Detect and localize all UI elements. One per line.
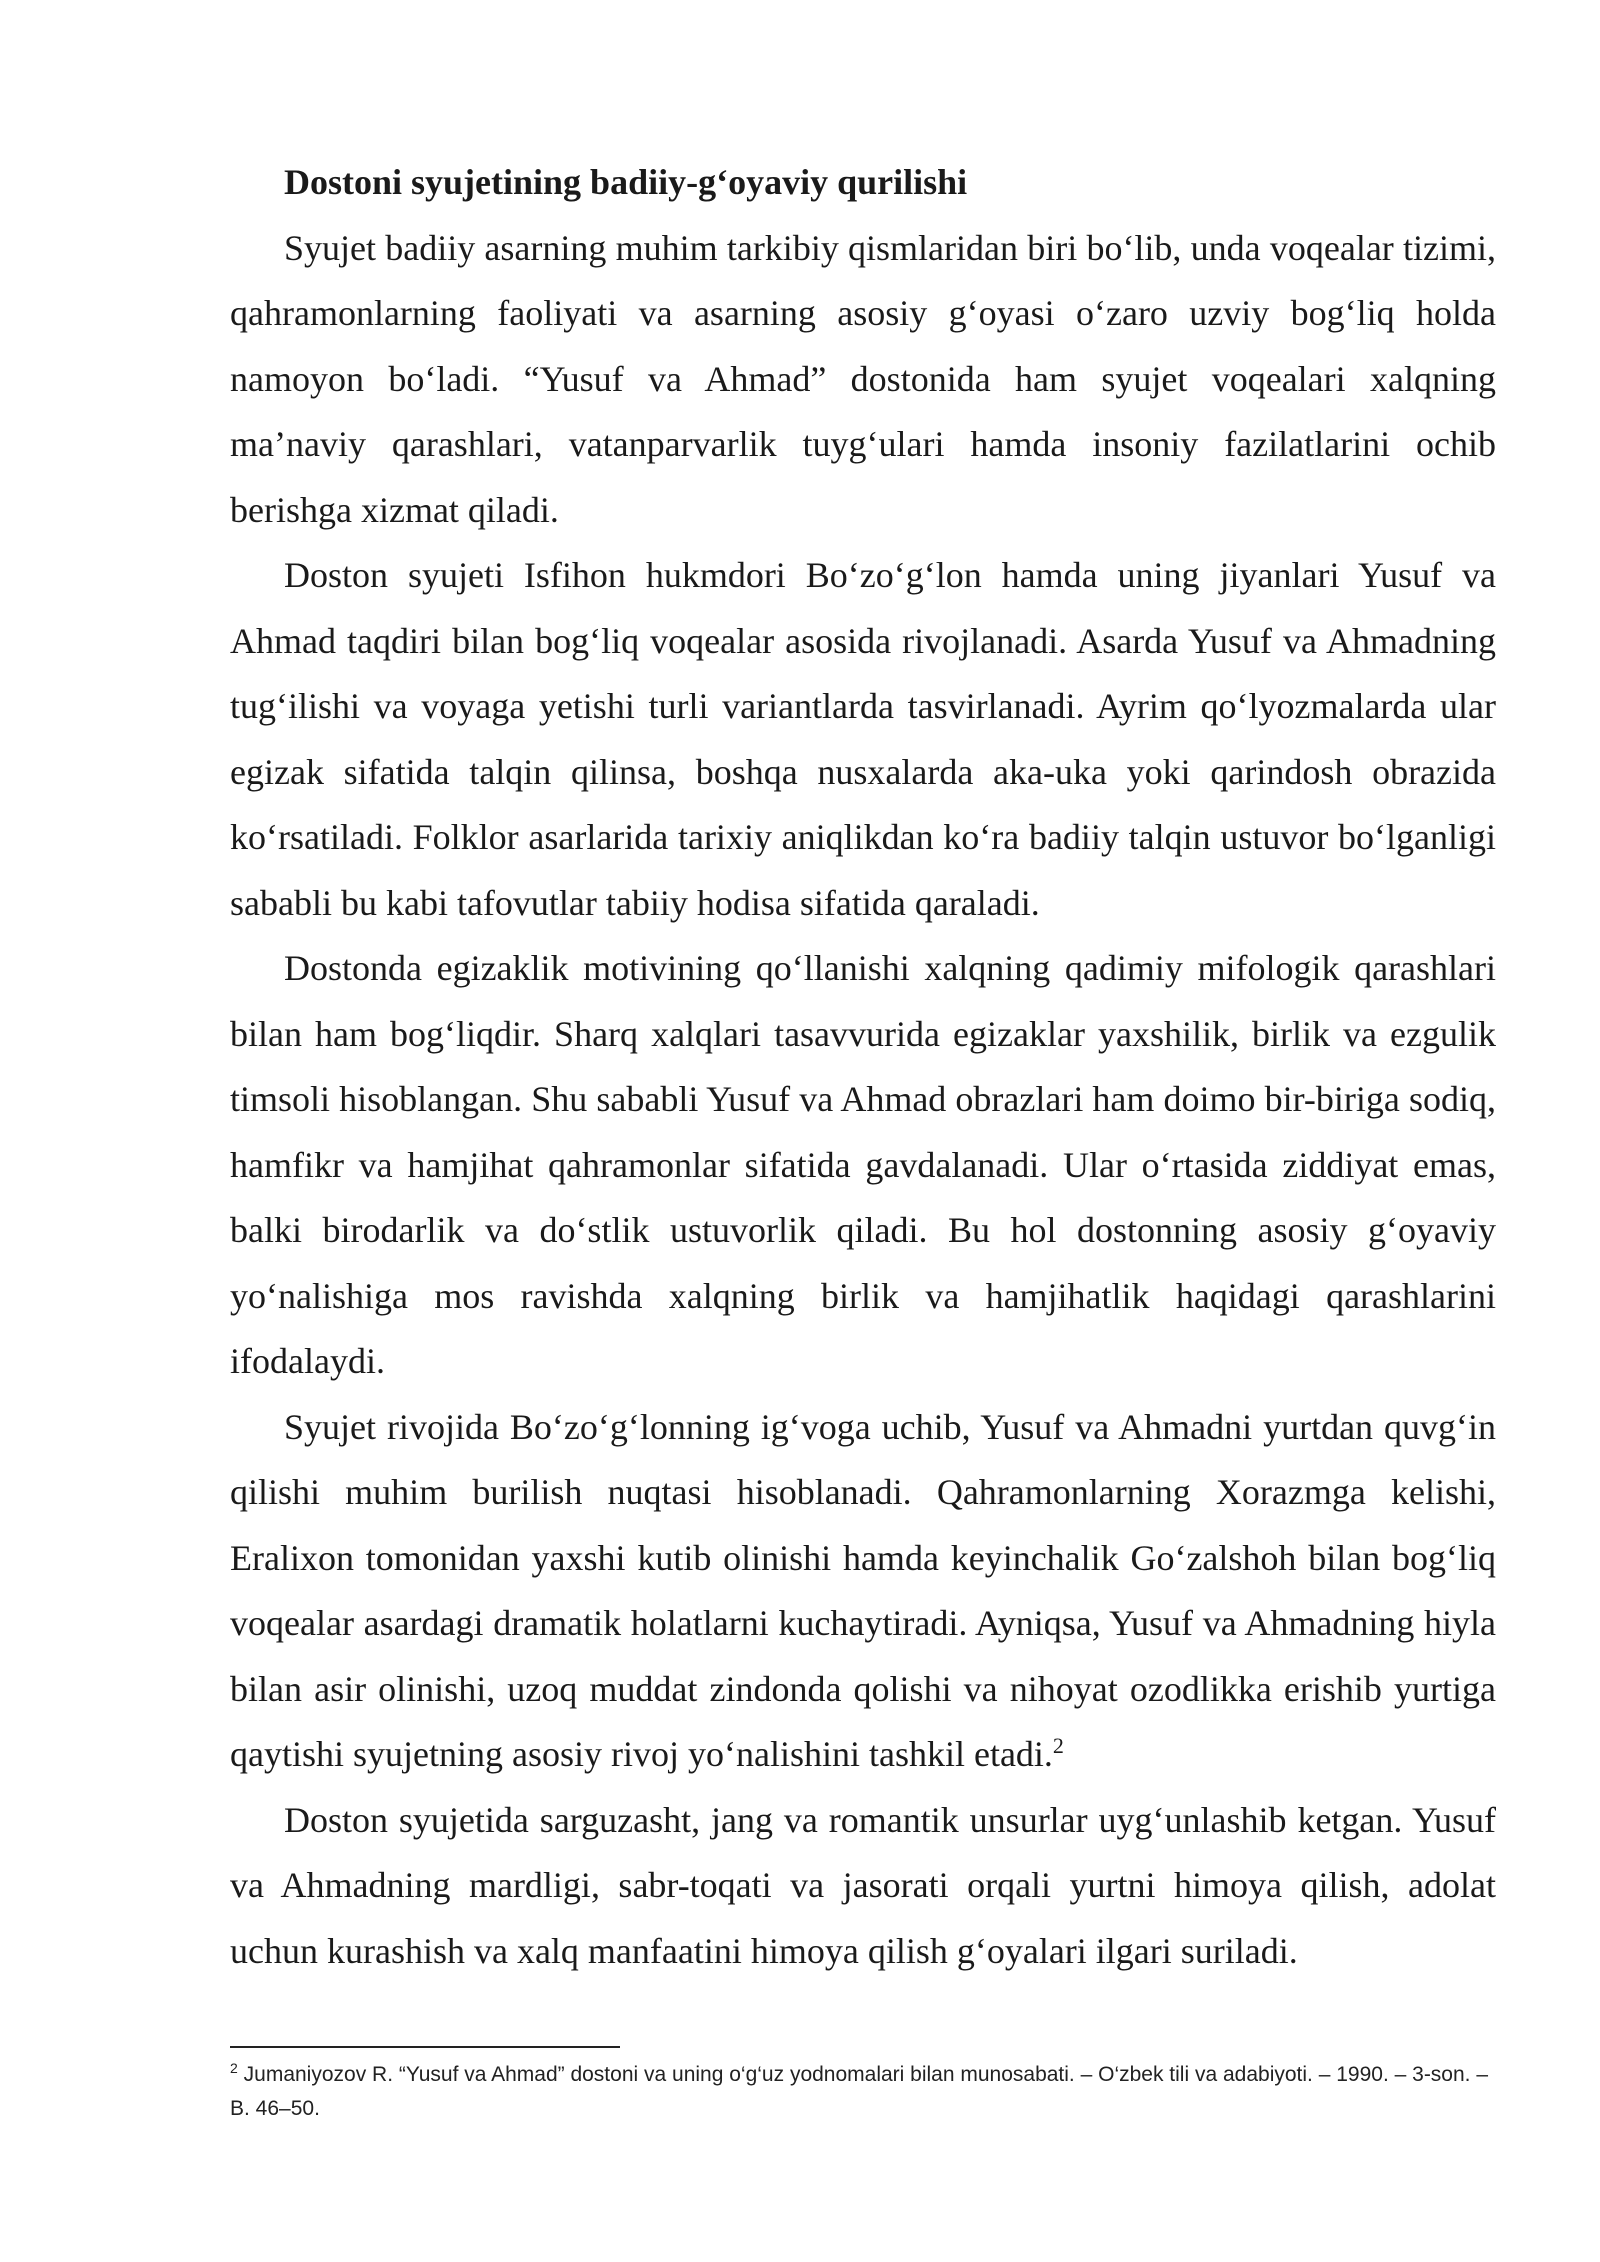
document-body <box>230 150 1496 1984</box>
paragraph-4 <box>230 1395 1496 1788</box>
footnote <box>230 2058 1496 2126</box>
section-heading: Dostoni syujetining badiiy-g‘oyaviy qurilishi <box>284 162 968 202</box>
footnote-text: Jumaniyozov R. “Yusuf va Ahmad” dostoni va uning o‘g‘uz yodnomalari bilan munosabati. – O‘zbek tili va adabiyoti. – 1990. – 3-son. – B. 46–50. <box>230 2063 1489 2120</box>
paragraph-4-text: Syujet rivojida Bo‘zo‘g‘lonning ig‘voga uchib, Yusuf va Ahmadni yurtdan quvg‘in qilishi muhim burilish nuqtasi hisoblanadi. Qahramonlarning Xorazmga kelishi, Eralixon tomonidan yaxshi kutib olinishi hamda keyinchalik Go‘zalshoh bilan bog‘liq voqealar asardagi dramatik holatlarni kuchaytiradi. Ayniqsa, Yusuf va Ahmadning hiyla bilan asir olinishi, uzoq muddat zindonda qolishi va nihoyat ozodlikka erishib yurtiga qaytishi syujetning asosiy rivoj yo‘nalishini tashkil etadi. <box>230 1406 1496 1774</box>
footnote-reference[interactable]: 2 <box>1052 1733 1064 1758</box>
paragraph-1: Syujet badiiy asarning muhim tarkibiy qismlaridan biri bo‘lib, unda voqealar tizimi, qahramonlarning faoliyati va asarning asosiy g‘oyasi o‘zaro uzviy bog‘liq holda namoyon bo‘ladi. “Yusuf va Ahmad” dostonida ham syujet voqealari xalqning ma’naviy qarashlari, vatanparvarlik tuyg‘ulari hamda insoniy fazilatlarini ochib berishga xizmat qiladi. <box>230 227 1496 530</box>
footnote-separator <box>230 2046 620 2048</box>
paragraph-2: Doston syujeti Isfihon hukmdori Bo‘zo‘g‘lon hamda uning jiyanlari Yusuf va Ahmad taqdiri bilan bog‘liq voqealar asosida rivojlanadi. Asarda Yusuf va Ahmadning tug‘ilishi va voyaga yetishi turli variantlarda tasvirlanadi. Ayrim qo‘lyozmalarda ular egizak sifatida talqin qilinsa, boshqa nusxalarda aka-uka yoki qarindosh obrazida ko‘rsatiladi. Folklor asarlarida tarixiy aniqlikdan ko‘ra badiiy talqin ustuvor bo‘lganligi sababli bu kabi tafovutlar tabiiy hodisa sifatida qaraladi. <box>230 555 1496 923</box>
paragraph-5: Doston syujetida sarguzasht, jang va romantik unsurlar uyg‘unlashib ketgan. Yusuf va Ahmadning mardligi, sabr-toqati va jasorati orqali yurtni himoya qilish, adolat uchun kurashish va xalq manfaatini himoya qilish g‘oyalari ilgari suriladi. <box>230 1799 1496 1971</box>
footnote-number: 2 <box>230 2060 238 2076</box>
paragraph-3: Dostonda egizaklik motivining qo‘llanishi xalqning qadimiy mifologik qarashlari bilan ham bog‘liqdir. Sharq xalqlari tasavvurida egizaklar yaxshilik, birlik va ezgulik timsoli hisoblangan. Shu sababli Yusuf va Ahmad obrazlari ham doimo bir-biriga sodiq, hamfikr va hamjihat qahramonlar sifatida gavdalanadi. Ular o‘rtasida ziddiyat emas, balki birodarlik va do‘stlik ustuvorlik qiladi. Bu hol dostonning asosiy g‘oyaviy yo‘nalishiga mos ravishda xalqning birlik va hamjihatlik haqidagi qarashlarini ifodalaydi. <box>230 948 1496 1381</box>
